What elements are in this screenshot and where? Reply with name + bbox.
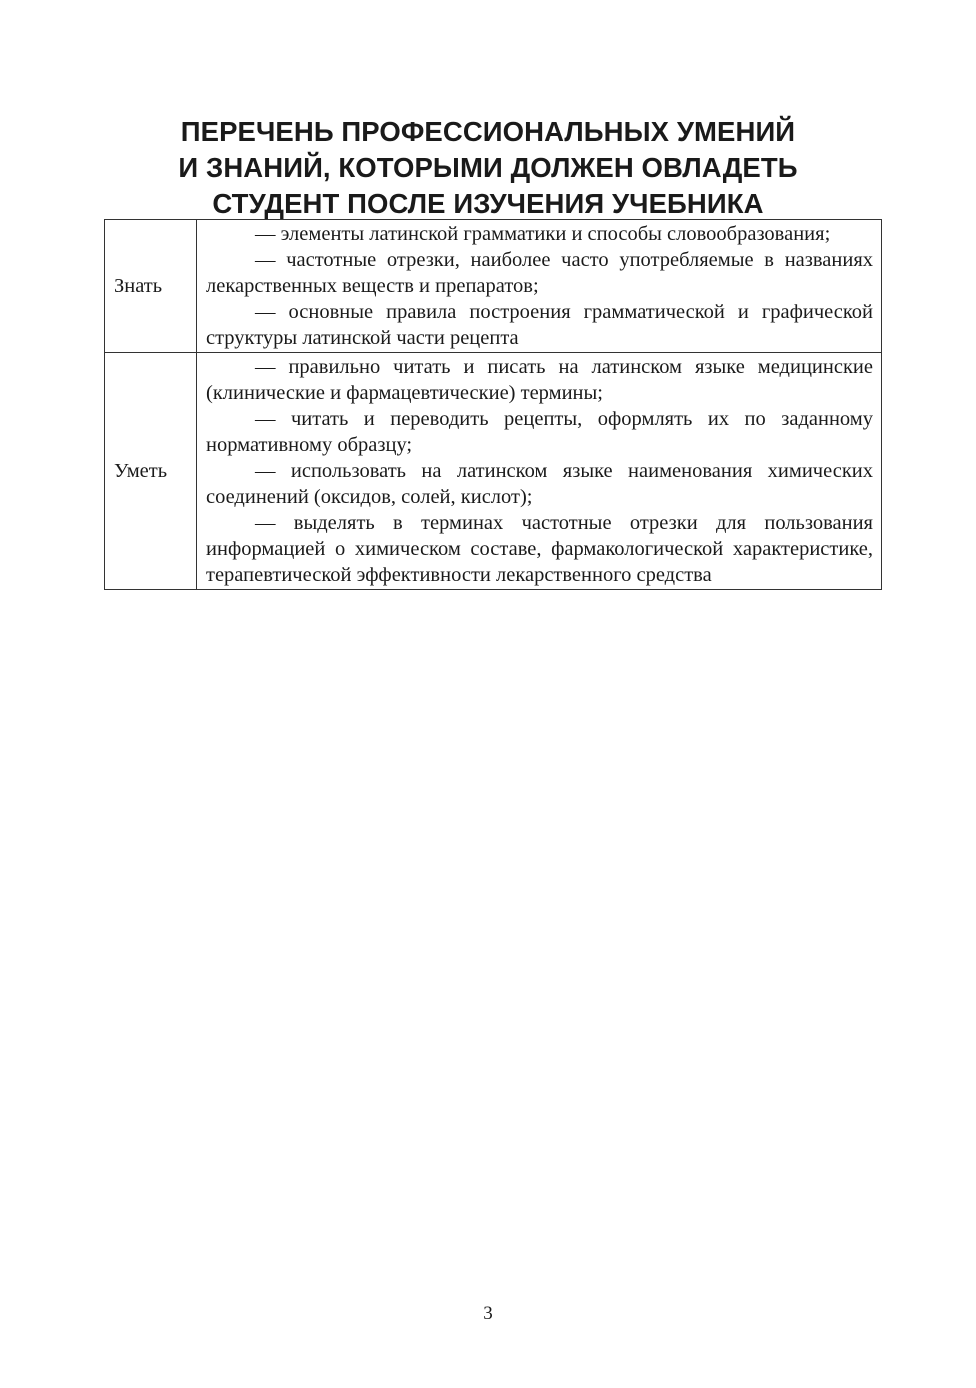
list-item: — использовать на латинском языке наименования химических соединений (оксидов, солей, кислот); — [206, 460, 873, 508]
title-line: ПЕРЕЧЕНЬ ПРОФЕССИОНАЛЬНЫХ УМЕНИЙ — [180, 116, 796, 148]
row-label-can: Уметь — [105, 353, 197, 590]
title-line: СТУДЕНТ ПОСЛЕ ИЗУЧЕНИЯ УЧЕБНИКА — [212, 188, 764, 220]
skills-table — [104, 219, 882, 590]
list-item: — частотные отрезки, наиболее часто употребляемые в названиях лекарственных веществ и препаратов; — [206, 249, 873, 297]
row-content-can — [197, 353, 882, 590]
table-row-can — [105, 353, 882, 590]
page-title — [0, 114, 976, 222]
list-item: — читать и переводить рецепты, оформлять их по заданному нормативному образцу; — [206, 408, 873, 456]
page-number: 3 — [483, 1303, 493, 1324]
list-item: — основные правила построения грамматической и графической структуры латинской части рецепта — [206, 301, 873, 349]
row-label-know: Знать — [105, 220, 197, 353]
list-item: — выделять в терминах частотные отрезки для пользования информацией о химическом составе, фармакологической характеристике, терапевтической эффективности лекарственного средства — [206, 512, 873, 586]
list-item: — правильно читать и писать на латинском языке медицинские (клинические и фармацевтические) термины; — [206, 356, 873, 404]
table-row-know — [105, 220, 882, 353]
title-line: И ЗНАНИЙ, КОТОРЫМИ ДОЛЖЕН ОВЛАДЕТЬ — [178, 152, 798, 184]
row-content-know — [197, 220, 882, 353]
list-item: — элементы латинской грамматики и способы словообразования; — [255, 223, 831, 245]
